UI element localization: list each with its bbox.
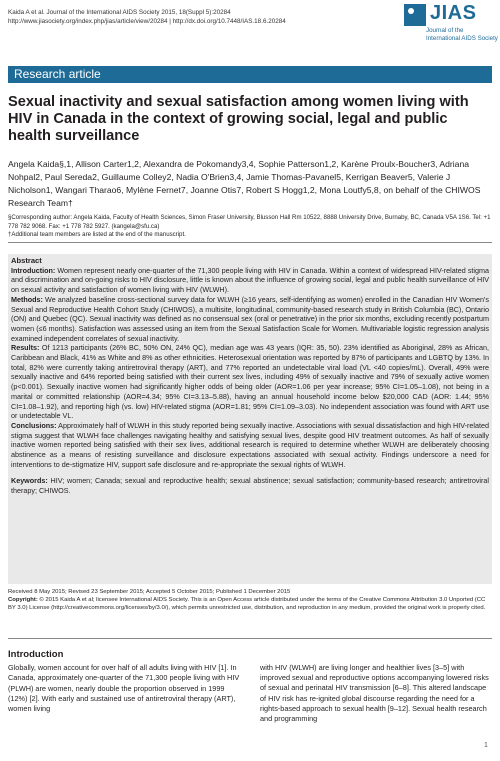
article-title: Sexual inactivity and sexual satisfaction among women living with HIV in Canada in the context of growing social, legal and public health surveillance [8,94,469,144]
correspondence-block [8,214,494,240]
history-line: Received 8 May 2015; Revised 23 September 2015; Accepted 5 October 2015; Published 1 December 2015 [8,589,291,595]
logo-wordmark: JIAS [430,2,477,24]
divider [8,242,492,243]
divider [8,638,492,639]
body-left-column [8,650,240,714]
header-citation [8,8,338,26]
body-paragraph: Globally, women account for over half of all adults living with HIV [1]. In Canada, approximately one-quarter of the 71,300 people living with HIV (PLWH) are women, nearly double the proportion observed in 1999 (12%) [2]. With early and sustained use of antiretroviral therapy (ART), women living [8,663,240,714]
abstract-heading: Abstract [11,256,42,265]
page-number: 1 [484,742,488,749]
publication-dates [8,588,492,612]
logo-subtitle: Journal of the International AIDS Society [426,27,498,42]
team-note: †Additional team members are listed at the end of the manuscript. [8,231,186,239]
doi-url-line[interactable]: http://www.jiasociety.org/index.php/jias/article/view/20284 | http://dx.doi.org/10.7448/IAS.18.6.20284 [8,18,286,25]
citation-line: Kaida A et al. Journal of the International AIDS Society 2015, 18(Suppl 5):20284 [8,9,231,16]
abstract-results: Results: Of 1213 participants (26% BC, 50% ON, 24% QC), median age was 43 years (IQR: 35, 50). 23% identified as Aboriginal, 28% as African, Caribbean and Black, 41% as White and 8% as other ethnicities. Heterosexual orientation was reported by 87% of participants and LGBTQ by 13%. In total, 82% were currently taking antiretroviral therapy (ART), and 77% reported an undetectable viral load (VL <40 copies/mL). Overall, 49% were sexually inactive and 64% reported being satisfied with their current sex lives, including 49% of sexually inactive and 79% of sexually active women (p<0.001). Sexually inactive women had significantly higher odds of being older (AOR=1.06 per year increase; 95% CI=1.05–1.08), not being in a marital or committed relationship (AOR=4.34; 95% CI=3.13–5.88), having an annual household income below $20,000 CAD (AOR: 1.44; 95% CI=1.08–1.92), and reporting high (vs. low) HIV-related stigma (AOR=1.81; 95% CI=1.09–3.03). No independent association was found with ART use or undetectable VL. [11,343,490,421]
body-right-column [260,663,492,724]
jias-logo [404,2,498,54]
section-label: Research article [14,67,101,81]
corresponding-author: §Corresponding author: Angela Kaida, Faculty of Health Sciences, Simon Fraser University, Blusson Hall Rm 10522, 8888 University Drive, Burnaby, BC, Canada V5A 1S6. Tel: +1 778 782 9068. Fax: +1 778 782 5927. (kangela@sfu.ca) [8,214,491,230]
section-banner [8,66,492,83]
body-paragraph: with HIV (WLWH) are living longer and healthier lives [3–5] with improved sexual and reproductive options accompanying lowered risks of sexual and perinatal HIV transmission [6–8]. This altered landscape of HIV risk has re-ignited global discourse regarding the need for a rights-based approach to sexual health [9–12]. Sexual health research and programming [260,663,489,724]
introduction-heading: Introduction [8,649,64,660]
abstract-box [8,254,492,584]
abstract-keywords: Keywords: HIV; women; Canada; sexual and reproductive health; sexual abstinence; sexual satisfaction; community-based research; antiretroviral therapy; CHIWOS. [11,476,489,496]
abstract-conclusions: Conclusions: Approximately half of WLWH in this study reported being sexually inactive. Associations with sexual dissatisfaction and high HIV-related stigma suggest that WLWH face challenges navigating healthy and satisfying sexual lives, despite good HIV treatment outcomes. As half of sexually inactive women reported being satisfied with their sex lives, additional research is required to determine whether WLWH are deliberately choosing abstinence as a means of resisting surveillance and disclosure expectations associated with sexual activity. Findings underscore a need for interventions to de-stigmatize HIV, support safe disclosure and re-appropriate the sexual rights of WLWH. [11,420,489,469]
copyright-line: Copyright: © 2015 Kaida A et al; licensee International AIDS Society. This is an Open Access article distributed under the terms of the Creative Commons Attribution 3.0 Unported (CC BY 3.0) License (http://creativecommons.org/licenses/by/3.0/), which permits unrestricted use, distribution, and reproduction in any medium, provided the original work is properly cited. [8,597,486,611]
logo-mark-icon [404,4,426,26]
abstract-introduction: Introduction: Women represent nearly one-quarter of the 71,300 people living with HIV in Canada. Within a context of widespread HIV-related stigma and discrimination and on-going risks to HIV disclosure, little is known about the influence of growing social, legal and public health surveillance of HIV on sexual activity and satisfaction of women living with HIV (WLWH). [11,265,489,295]
author-list: Angela Kaida§,1, Allison Carter1,2, Alexandra de Pokomandy3,4, Sophie Patterson1,2, Karène Proulx-Boucher3, Adriana Nohpal2, Paul Sereda2, Guillaume Colley2, Nadia O'Brien3,4, Jamie Thomas-Pavanel5, Kerrigan Beaver5, Valerie J Nicholson1, Wangari Tharao6, Mylène Fernet7, Joanne Otis7, Robert S Hogg1,2, Mona Loutfy5,8, on behalf of the CHIWOS Research Team† [8,159,481,208]
abstract-methods: Methods: We analyzed baseline cross-sectional survey data for WLWH (≥16 years, self-identifying as women) enrolled in the Canadian HIV Women's Sexual and Reproductive Health Cohort Study (CHIWOS), a multisite, longitudinal, community-based research study in British Columbia (BC), Ontario (ON) and Quebec (QC). Sexual inactivity was defined as no consensual sex (oral or penetrative) in the prior six months, excluding recently postpartum women (≤6 months). Satisfaction was assessed using an item from the Sexual Satisfaction Scale for Women. Multivariable logistic regression analysis examined independent correlates of sexual inactivity. [11,294,490,343]
